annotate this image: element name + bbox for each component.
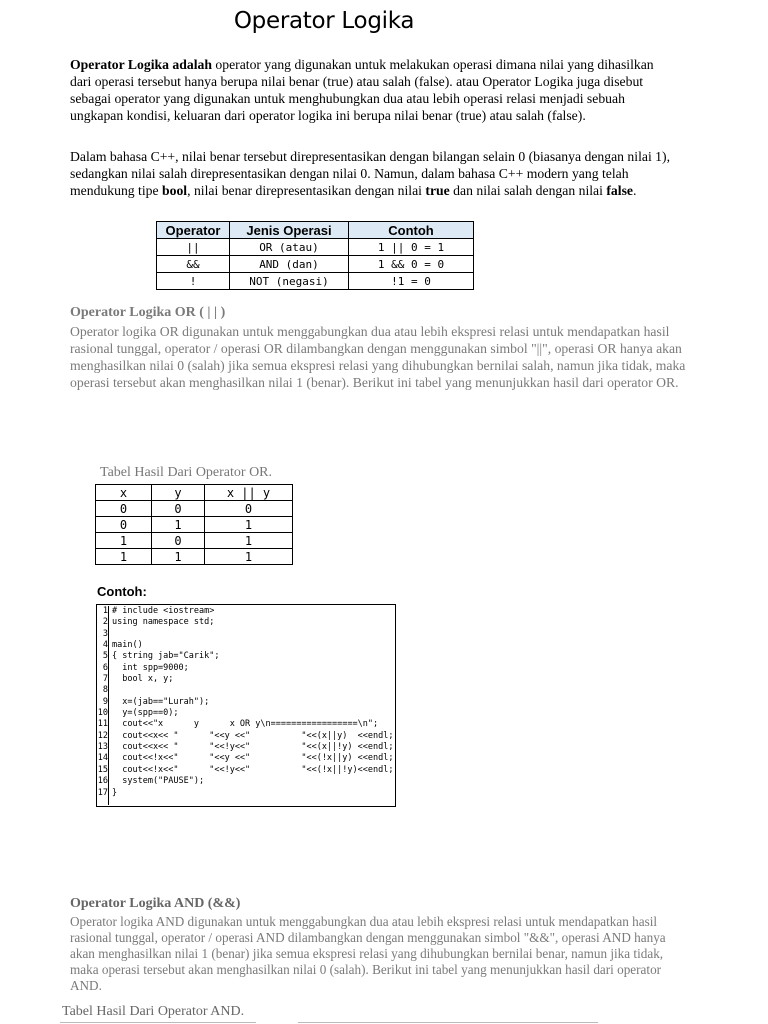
- code-line-number: 1: [102, 606, 108, 616]
- header-x-or-y: x || y: [205, 485, 293, 501]
- operator-table: [156, 221, 474, 290]
- operator-table-header: [157, 222, 474, 239]
- code-line: cout<<!x<<" "<<!y<<" "<<(!x||!y)<<endl;: [112, 764, 394, 775]
- cpp-text-3: dan nilai salah dengan nilai: [449, 183, 607, 198]
- table-cell: OR (atau): [230, 239, 349, 256]
- table-cell: 1: [205, 549, 293, 565]
- table-cell: !: [157, 273, 230, 290]
- table-cell: 1: [152, 517, 205, 533]
- table-cell: 0: [152, 501, 205, 517]
- table-cell: 0: [96, 517, 152, 533]
- code-line-number: 11: [97, 719, 108, 730]
- and-table-top-border-right: [298, 1022, 598, 1023]
- cpp-bold-bool: bool: [162, 183, 188, 198]
- table-cell: &&: [157, 256, 230, 273]
- code-line-number: 10: [97, 708, 108, 719]
- code-line-number: 13: [97, 742, 108, 753]
- code-line-numbers: [97, 606, 109, 805]
- code-line: cout<<x<< " "<<y <<" "<<(x||y) <<endl;: [112, 730, 394, 741]
- cpp-paragraph: [70, 148, 670, 199]
- cpp-text-2: , nilai benar direpresentasikan dengan nilai: [187, 183, 426, 198]
- and-section-body: Operator logika AND digunakan untuk menggabungkan dua atau lebih ekspresi relasi untuk mendapatkan hasil rasional tunggal, operator / operasi AND dilambangkan dengan menggunakan simbol "&&", operasi AND hanya akan menghasilkan nilai 1 (benar) jika semua ekspresi relasi yang dihubungkan bernilai benar, namun jika tidak, maka operasi tersebut akan menghasilkan nilai 0 (salah). Berikut ini tabel yang menunjukkan hasil dari operator AND.: [70, 914, 666, 993]
- code-line-number: 7: [102, 674, 108, 685]
- code-line: main(): [112, 640, 143, 651]
- cpp-bold-true: true: [425, 183, 450, 198]
- table-row: [157, 239, 474, 256]
- code-line: { string jab="Carik";: [112, 651, 220, 662]
- table-cell: 0: [205, 501, 293, 517]
- code-listing: [96, 604, 396, 807]
- header-jenis-operasi: Jenis Operasi: [230, 222, 349, 239]
- or-section-body: Operator logika OR digunakan untuk menggabungkan dua atau lebih ekspresi relasi untuk mendapatkan hasil rasional tunggal, operator / operasi OR dilambangkan dengan menggunakan simbol "||", operasi OR hanya akan menghasilkan nilai 0 (salah) jika semua ekspresi relasi yang dihubungkan bernilai salah, namun jika tidak, maka operasi tersebut akan menghasilkan nilai 1 (benar). Berikut ini tabel yang menunjukkan hasil dari operator OR.: [70, 324, 686, 390]
- table-row: [96, 501, 293, 517]
- table-row: [96, 533, 293, 549]
- code-line: cout<<x<< " "<<!y<<" "<<(x||!y) <<endl;: [112, 742, 394, 753]
- cpp-text-1: Dalam bahasa C++, nilai benar tersebut direpresentasikan dengan bilangan selain 0 (biasanya dengan nilai 1), sedangkan nilai salah direpresentasikan dengan nilai 0. Namun, dalam bahasa C++ modern yang telah mendukung tipe: [70, 149, 670, 198]
- header-contoh: Contoh: [349, 222, 474, 239]
- code-line-number: 16: [97, 776, 108, 787]
- table-cell: 1: [152, 549, 205, 565]
- table-cell: AND (dan): [230, 256, 349, 273]
- intro-term: Operator Logika adalah: [70, 57, 212, 72]
- table-cell: ||: [157, 239, 230, 256]
- code-line: int spp=9000;: [112, 662, 189, 673]
- or-truth-table-header: [96, 485, 293, 501]
- code-line: [112, 629, 393, 640]
- contoh-label: Contoh:: [97, 584, 147, 599]
- code-line: cout<<"x y x OR y\n=================\n";: [112, 719, 379, 730]
- table-cell: 1: [205, 517, 293, 533]
- code-line: y=(spp==0);: [112, 708, 179, 719]
- intro-paragraph: [70, 56, 670, 124]
- code-line-number: 14: [97, 753, 108, 764]
- code-lines: [112, 606, 393, 799]
- header-y: y: [152, 485, 205, 501]
- table-cell: 1: [205, 533, 293, 549]
- table-cell: 1: [96, 533, 152, 549]
- code-line-number: 8: [102, 685, 108, 696]
- table-cell: 0: [96, 501, 152, 517]
- table-cell: 1: [96, 549, 152, 565]
- table-row: [96, 517, 293, 533]
- code-line-number: 15: [97, 764, 108, 775]
- code-line: system("PAUSE");: [112, 776, 205, 787]
- cpp-text-4: .: [632, 183, 637, 198]
- cpp-bold-false: false: [606, 183, 633, 198]
- code-line: # include <iostream>: [112, 606, 215, 616]
- code-line: using namespace std;: [112, 617, 215, 628]
- code-line: }: [112, 787, 118, 798]
- code-line-number: 2: [102, 617, 108, 628]
- table-cell: 1 && 0 = 0: [349, 256, 474, 273]
- code-line-number: 3: [102, 628, 108, 639]
- page-title: Operator Logika: [233, 8, 415, 34]
- code-line-number: 12: [97, 730, 108, 741]
- header-operator: Operator: [157, 222, 230, 239]
- or-table-caption: Tabel Hasil Dari Operator OR.: [100, 465, 273, 480]
- code-line-number: 17: [97, 787, 108, 798]
- code-line-number: 5: [102, 651, 108, 662]
- intro-text: operator yang digunakan untuk melakukan operasi dimana nilai yang dihasilkan dari operasi tersebut hanya berupa nilai benar (true) atau salah (false). atau Operator Logika juga disebut sebagai operator yang digunakan untuk menghubungkan dua atau lebih operasi relasi menjadi sebuah ungkapan kondisi, keluaran dari operator logika ini berupa nilai benar (true) atau salah (false).: [70, 57, 654, 123]
- code-line-number: 6: [102, 662, 108, 673]
- or-section-heading: Operator Logika OR ( | | ): [70, 305, 226, 320]
- table-row: [157, 273, 474, 290]
- code-line-number: 9: [102, 696, 108, 707]
- table-cell: !1 = 0: [349, 273, 474, 290]
- code-line: [112, 685, 393, 696]
- header-x: x: [96, 485, 152, 501]
- table-cell: NOT (negasi): [230, 273, 349, 290]
- and-table-top-border: [60, 1022, 256, 1023]
- or-truth-table: [95, 484, 293, 565]
- code-line: cout<<!x<<" "<<y <<" "<<(!x||y) <<endl;: [112, 753, 394, 764]
- table-row: [96, 549, 293, 565]
- table-row: [157, 256, 474, 273]
- code-line-number: 4: [102, 640, 108, 651]
- code-line: bool x, y;: [112, 674, 174, 685]
- and-section-heading: Operator Logika AND (&&): [70, 896, 241, 911]
- table-cell: 0: [152, 533, 205, 549]
- table-cell: 1 || 0 = 1: [349, 239, 474, 256]
- and-table-caption: Tabel Hasil Dari Operator AND.: [62, 1004, 245, 1019]
- code-line: x=(jab=="Lurah");: [112, 696, 210, 707]
